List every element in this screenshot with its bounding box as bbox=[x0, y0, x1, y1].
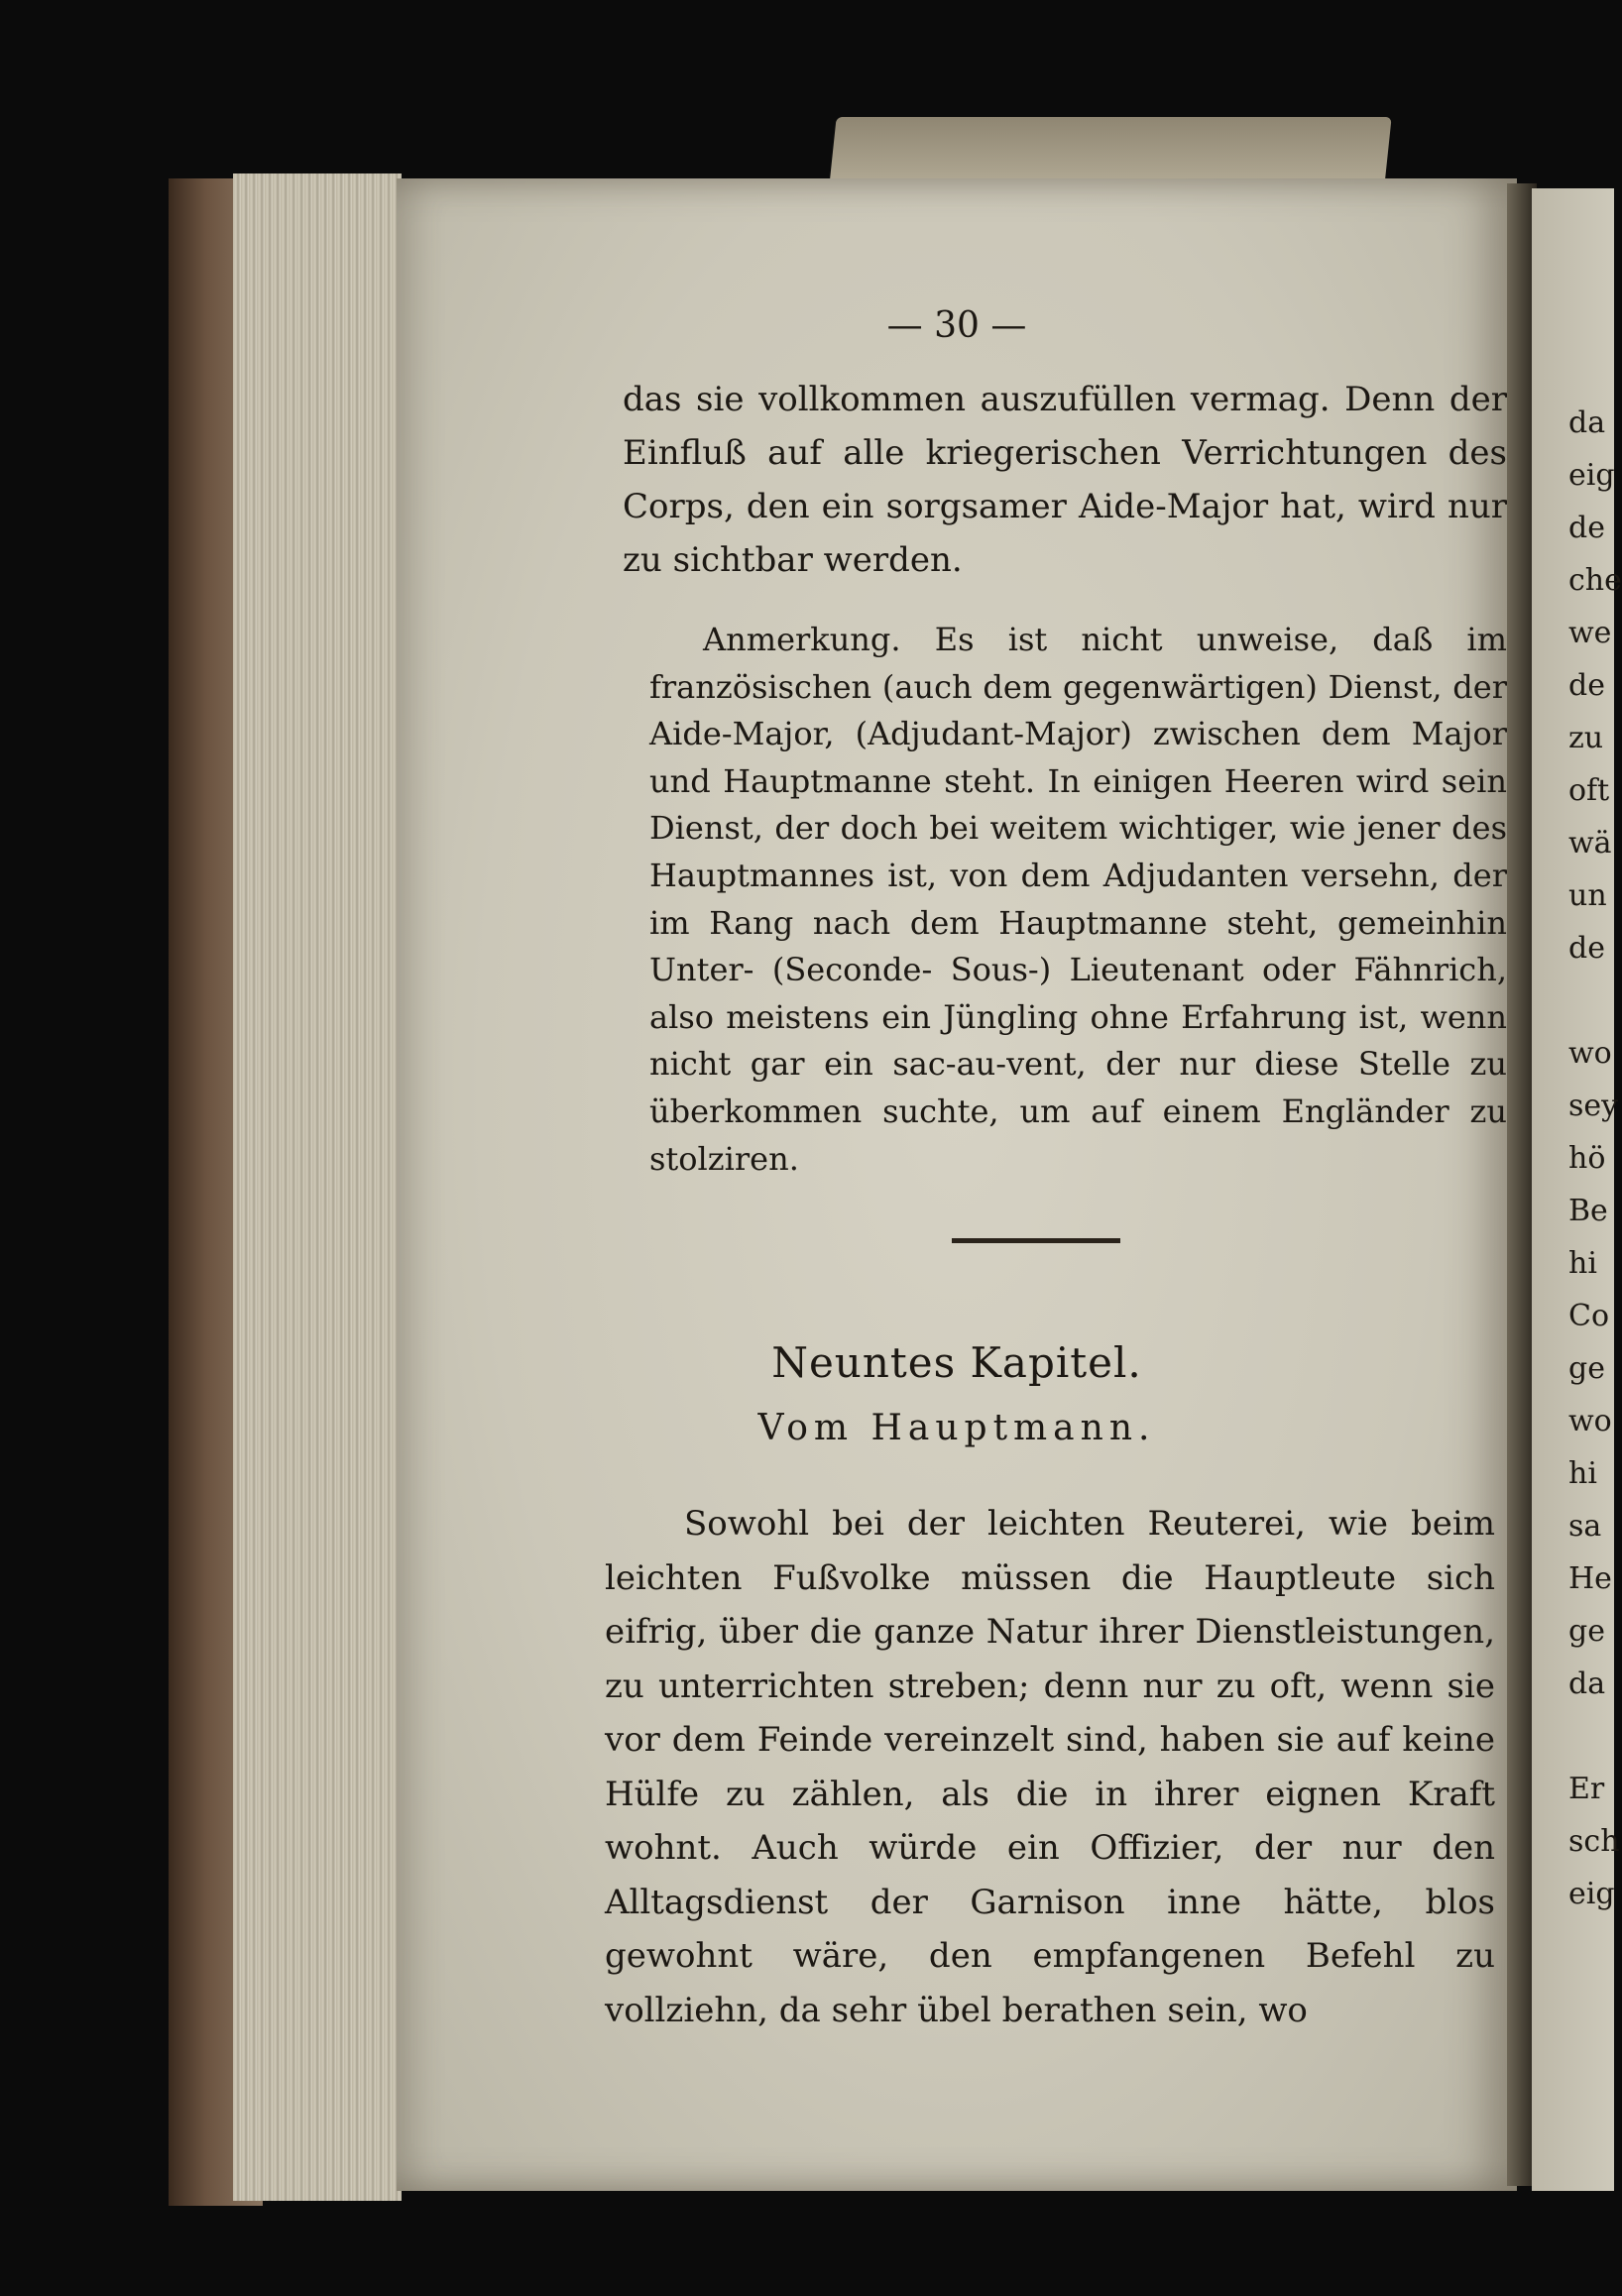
paragraph-continuation: das sie vollkommen auszufüllen vermag. Denn der Einfluß auf alle kriegerischen Verrichtungen des Corps, den ein sorgsamer Aide-Major hat, wird nur zu sichtbar werden. bbox=[623, 380, 1507, 580]
facing-line: wä bbox=[1568, 826, 1612, 861]
facing-line: hi bbox=[1568, 1246, 1597, 1281]
facing-line: Be bbox=[1568, 1194, 1608, 1228]
chapter-title: Neuntes Kapitel. bbox=[771, 1338, 1142, 1387]
facing-line: da bbox=[1568, 405, 1606, 440]
facing-line: sey bbox=[1568, 1089, 1619, 1123]
facing-line: un bbox=[1568, 878, 1607, 913]
page-number: — 30 — bbox=[886, 305, 1027, 346]
facing-line: Co bbox=[1568, 1299, 1610, 1333]
facing-line: che bbox=[1568, 563, 1622, 598]
facing-page-text bbox=[1568, 397, 1622, 1920]
facing-line: sa bbox=[1568, 1509, 1602, 1544]
facing-line: oft bbox=[1568, 773, 1610, 808]
facing-line: de bbox=[1568, 511, 1605, 545]
facing-line bbox=[1568, 975, 1614, 1027]
facing-line: ge bbox=[1568, 1614, 1605, 1649]
chapter-subtitle: Vom Hauptmann. bbox=[757, 1408, 1156, 1448]
page-stack-edges bbox=[233, 173, 402, 2201]
book-page bbox=[397, 178, 1517, 2191]
facing-line: wo bbox=[1568, 1036, 1612, 1071]
facing-line: sch bbox=[1568, 1824, 1620, 1859]
facing-line bbox=[1568, 1710, 1614, 1763]
facing-line: He bbox=[1568, 1561, 1612, 1596]
facing-line: ge bbox=[1568, 1351, 1605, 1386]
facing-line: eig bbox=[1568, 1877, 1615, 1911]
facing-line: zu bbox=[1568, 721, 1604, 755]
paper-tab bbox=[829, 117, 1391, 186]
facing-line: eig bbox=[1568, 458, 1615, 493]
facing-line: de bbox=[1568, 931, 1605, 966]
facing-line: de bbox=[1568, 668, 1605, 703]
footnote-paragraph: Anmerkung. Es ist nicht unweise, daß im französischen (auch dem gegenwärtigen) Dienst, der Aide-Major, (Adjudant-Major) zwischen dem Major und Hauptmanne steht. In einigen Heeren wird sein Dienst, der doch bei weitem wichtiger, wie jener des Hauptmannes ist, von dem Adjudanten versehn, der im Rang nach dem Hauptmanne steht, gemeinhin Unter- (Seconde- Sous-) Lieutenant oder Fähnrich, also meistens ein Jüngling ohne Erfahrung ist, wenn nicht gar ein sac-au-vent, der nur diese Stelle zu überkommen suchte, um auf einem Engländer zu stolziren. bbox=[649, 621, 1507, 1178]
facing-line: hi bbox=[1568, 1456, 1597, 1491]
facing-line: Er bbox=[1568, 1772, 1605, 1806]
facing-line: wo bbox=[1568, 1404, 1612, 1438]
chapter-body-paragraph: Sowohl bei der leichten Reuterei, wie beim leichten Fußvolke müssen die Hauptleute sich eifrig, über die ganze Natur ihrer Dienstleistungen, zu unterrichten streben; denn nur zu oft, wenn sie vor dem Feinde vereinzelt sind, haben sie auf keine Hülfe zu zählen, als die in ihrer eignen Kraft wohnt. Auch würde ein Offizier, der nur den Alltagsdienst der Garnison inne hätte, blos gewohnt wäre, den empfangenen Befehl zu vollziehn, da sehr übel berathen sein, wo bbox=[605, 1504, 1495, 2030]
facing-line: da bbox=[1568, 1666, 1606, 1701]
section-divider bbox=[952, 1238, 1120, 1243]
facing-line: hö bbox=[1568, 1141, 1606, 1176]
facing-line: we bbox=[1568, 616, 1612, 650]
